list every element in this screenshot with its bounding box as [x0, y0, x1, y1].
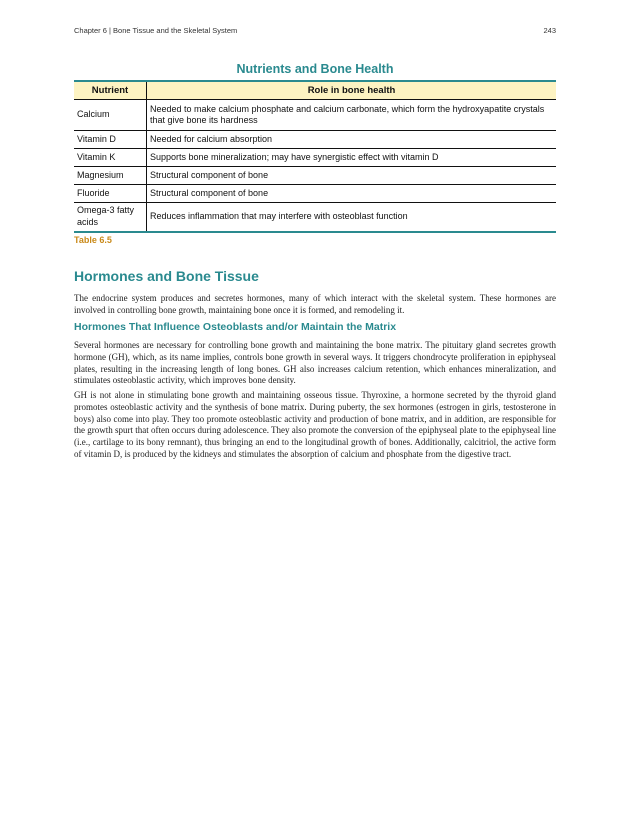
role-cell: Structural component of bone — [147, 167, 557, 185]
table-row — [74, 131, 556, 149]
running-head — [74, 26, 556, 38]
table-header-row — [74, 81, 556, 100]
section-heading: Hormones and Bone Tissue — [74, 268, 259, 284]
table-row — [74, 149, 556, 167]
chapter-title: Chapter 6 | Bone Tissue and the Skeletal System — [74, 26, 238, 35]
role-cell: Needed to make calcium phosphate and calcium carbonate, which form the hydroxyapatite crystals that give bone its hardness — [147, 100, 557, 131]
table-row — [74, 167, 556, 185]
role-cell: Needed for calcium absorption — [147, 131, 557, 149]
nutrient-cell: Calcium — [74, 100, 147, 131]
role-cell: Structural component of bone — [147, 185, 557, 203]
table-row — [74, 203, 556, 232]
table-row — [74, 100, 556, 131]
subsection-heading: Hormones That Influence Osteoblasts and/or Maintain the Matrix — [74, 321, 397, 333]
role-cell: Supports bone mineralization; may have synergistic effect with vitamin D — [147, 149, 557, 167]
table-row — [74, 185, 556, 203]
body-paragraph: Several hormones are necessary for controlling bone growth and maintaining the bone matrix. The pituitary gland secretes growth hormone (GH), which, as its name implies, controls bone growth in several ways. It triggers chondrocyte proliferation in epiphyseal plates, resulting in the increasing length of long bones. GH also increases calcium retention, which enhances mineralization, and stimulates osteoblastic activity, which improves bone density. — [74, 340, 556, 386]
page-number: 243 — [543, 26, 556, 35]
body-paragraph: GH is not alone in stimulating bone growth and maintaining osseous tissue. Thyroxine, a hormone secreted by the thyroid gland promotes osteoblastic activity and the synthesis of bone matrix. During puberty, the sex hormones (estrogen in girls, testosterone in boys) also come into play. They too promote osteoblastic activity and production of bone matrix, and in addition, are responsible for the growth spurt that often occurs during adolescence. They also promote the conversion of the epiphyseal plate to the epiphyseal line (i.e., cartilage to its bony remnant), thus bringing an end to the longitudinal growth of bones. Additionally, calcitriol, the active form of vitamin D, is produced by the kidneys and stimulates the absorption of calcium and phosphate from the digestive tract. — [74, 390, 556, 459]
column-header-role: Role in bone health — [147, 81, 557, 100]
role-cell: Reduces inflammation that may interfere with osteoblast function — [147, 203, 557, 232]
table-caption: Table 6.5 — [74, 235, 112, 245]
nutrient-cell: Omega-3 fatty acids — [74, 203, 147, 232]
table-title: Nutrients and Bone Health — [236, 62, 394, 76]
nutrients-table — [74, 80, 556, 233]
intro-paragraph: The endocrine system produces and secretes hormones, many of which interact with the skeletal system. These hormones are involved in controlling bone growth, maintaining bone once it is formed, and remodeling it. — [74, 293, 556, 315]
nutrient-cell: Fluoride — [74, 185, 147, 203]
nutrient-cell: Vitamin K — [74, 149, 147, 167]
column-header-nutrient: Nutrient — [74, 81, 147, 100]
nutrient-cell: Vitamin D — [74, 131, 147, 149]
nutrient-cell: Magnesium — [74, 167, 147, 185]
